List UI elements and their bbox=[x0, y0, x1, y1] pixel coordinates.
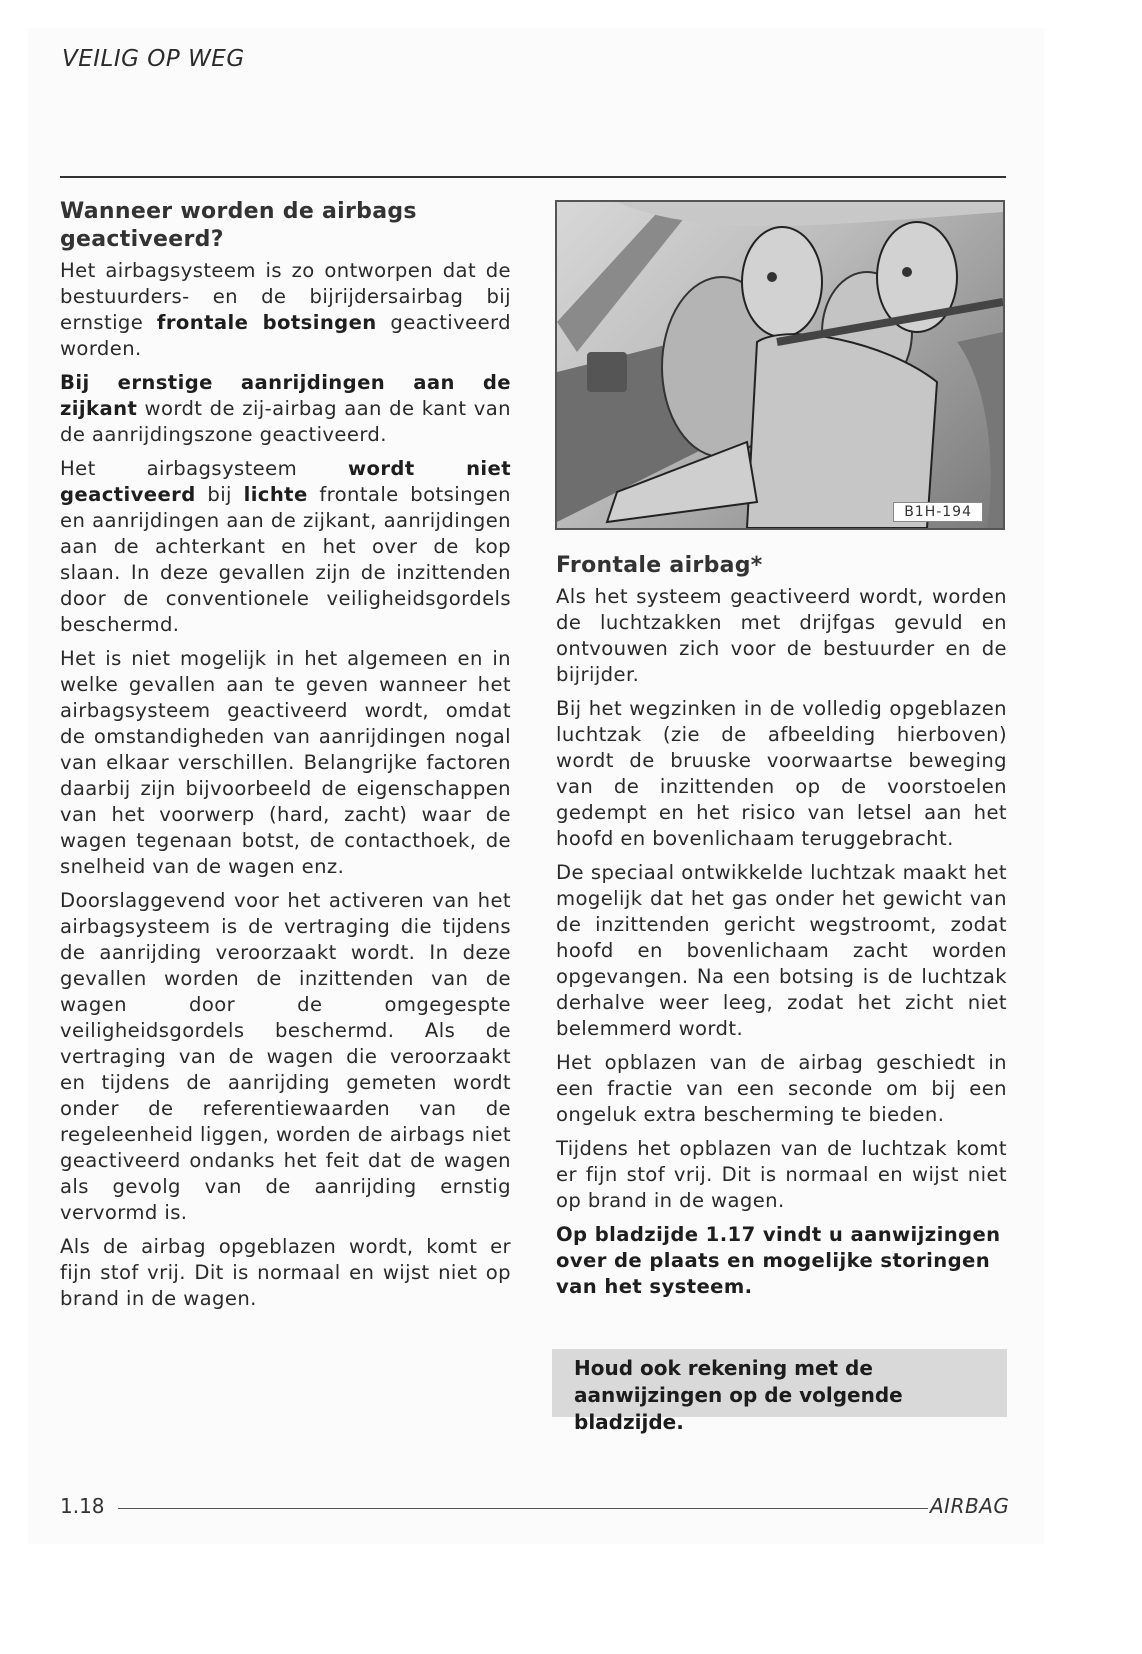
paragraph bbox=[60, 456, 511, 638]
section-heading: Wanneer worden de airbags geactiveerd? bbox=[60, 199, 417, 252]
page-number: 1.18 bbox=[60, 1494, 105, 1518]
crash-dummy-illustration-icon bbox=[557, 202, 1003, 528]
emphasis: lichte bbox=[243, 483, 308, 506]
paragraph: Het is niet mogelijk in het algemeen en in welke gevallen aan te geven wanneer het airbagsysteem geactiveerd wordt, omdat de omstandigheden van aanrijdingen nogal van elkaar verschillen. Belangrijke factoren daarbij zijn bijvoorbeeld de eigenschappen van het voorwerp (hard, zacht) waar de wagen tegenaan botst, de contacthoek, de snelheid van de wagen enz. bbox=[60, 647, 511, 878]
left-column bbox=[60, 198, 511, 1320]
text-run: wordt de zij-airbag aan de kant van de aanrijdingszone geactiveerd. bbox=[60, 397, 511, 446]
text-run: bij bbox=[195, 483, 244, 506]
text-run: frontale botsingen en aanrijdingen aan de zijkant, aanrijdingen aan de achterkant en het over de kop slaan. In deze gevallen zijn de inzittenden door de conventionele veiligheidsgordels beschermd. bbox=[60, 483, 511, 636]
paragraph: Het opblazen van de airbag geschiedt in een fractie van een seconde om bij een ongeluk extra bescherming te bieden. bbox=[556, 1051, 1007, 1126]
paragraph: Tijdens het opblazen van de luchtzak komt er fijn stof vrij. Dit is normaal en wijst niet op brand in de wagen. bbox=[556, 1137, 1007, 1212]
paragraph: De speciaal ontwikkelde luchtzak maakt het mogelijk dat het gas onder het gewicht van de inzittenden gericht wegstroomt, zodat hoofd en bovenlichaam zacht worden opgevangen. Na een botsing is de luchtzak derhalve weer leeg, zodat het zicht niet belemmerd wordt. bbox=[556, 861, 1007, 1040]
header-rule bbox=[60, 176, 1006, 178]
paragraph: Doorslaggevend voor het activeren van het airbagsysteem is de vertraging die tijdens de aanrijding veroorzaakt wordt. In deze gevallen worden de inzittenden van de wagen door de omgegespte veiligheidsgordels beschermd. Als de vertraging van de wagen die veroorzaakt en tijdens de aanrijding gemeten wordt onder de referentiewaarden van de regeleenheid liggen, worden de airbags niet geactiveerd ondanks het feit dat de wagen als gevolg van de aanrijding ernstig vervormd is. bbox=[60, 889, 511, 1224]
note-box: Houd ook rekening met de aanwijzingen op de volgende bladzijde. bbox=[552, 1349, 1007, 1417]
footer-rule bbox=[118, 1508, 928, 1509]
paragraph bbox=[60, 370, 511, 448]
paragraph bbox=[60, 258, 511, 362]
figure-label: B1H-194 bbox=[893, 502, 983, 522]
text-run: Het airbagsysteem is zo ontworpen dat de bestuurders- en de bijrijdersairbag bij ernstige bbox=[60, 259, 511, 334]
emphasis: frontale botsingen bbox=[156, 311, 377, 334]
reference-note: Op bladzijde 1.17 vindt u aanwijzingen over de plaats en mogelijke storingen van het systeem. bbox=[556, 1223, 1001, 1298]
paragraph: Bij het wegzinken in de volledig opgeblazen luchtzak (zie de afbeelding hierboven) wordt de bruuske voorwaartse beweging van de inzittenden op de voorstoelen gedempt en het risico van letsel aan het hoofd en bovenlichaam teruggebracht. bbox=[556, 697, 1007, 850]
paragraph: Als de airbag opgeblazen wordt, komt er fijn stof vrij. Dit is normaal en wijst niet op brand in de wagen. bbox=[60, 1235, 511, 1310]
text-run: Het airbagsysteem bbox=[60, 457, 348, 480]
emphasis: wordt niet geactiveerd bbox=[60, 457, 512, 506]
emphasis: Bij ernstige aanrijdingen aan de zijkant bbox=[60, 371, 511, 420]
text-run: geactiveerd worden. bbox=[60, 311, 512, 360]
footer-section-title: AIRBAG bbox=[930, 1494, 1010, 1518]
airbag-illustration bbox=[555, 200, 1005, 530]
right-column bbox=[556, 552, 1007, 1308]
section-heading: Frontale airbag* bbox=[556, 553, 763, 578]
paragraph: Als het systeem geactiveerd wordt, worden de luchtzakken met drijfgas gevuld en ontvouwen zich voor de bestuurder en de bijrijder. bbox=[556, 585, 1007, 686]
running-header: VEILIG OP WEG bbox=[62, 46, 245, 72]
